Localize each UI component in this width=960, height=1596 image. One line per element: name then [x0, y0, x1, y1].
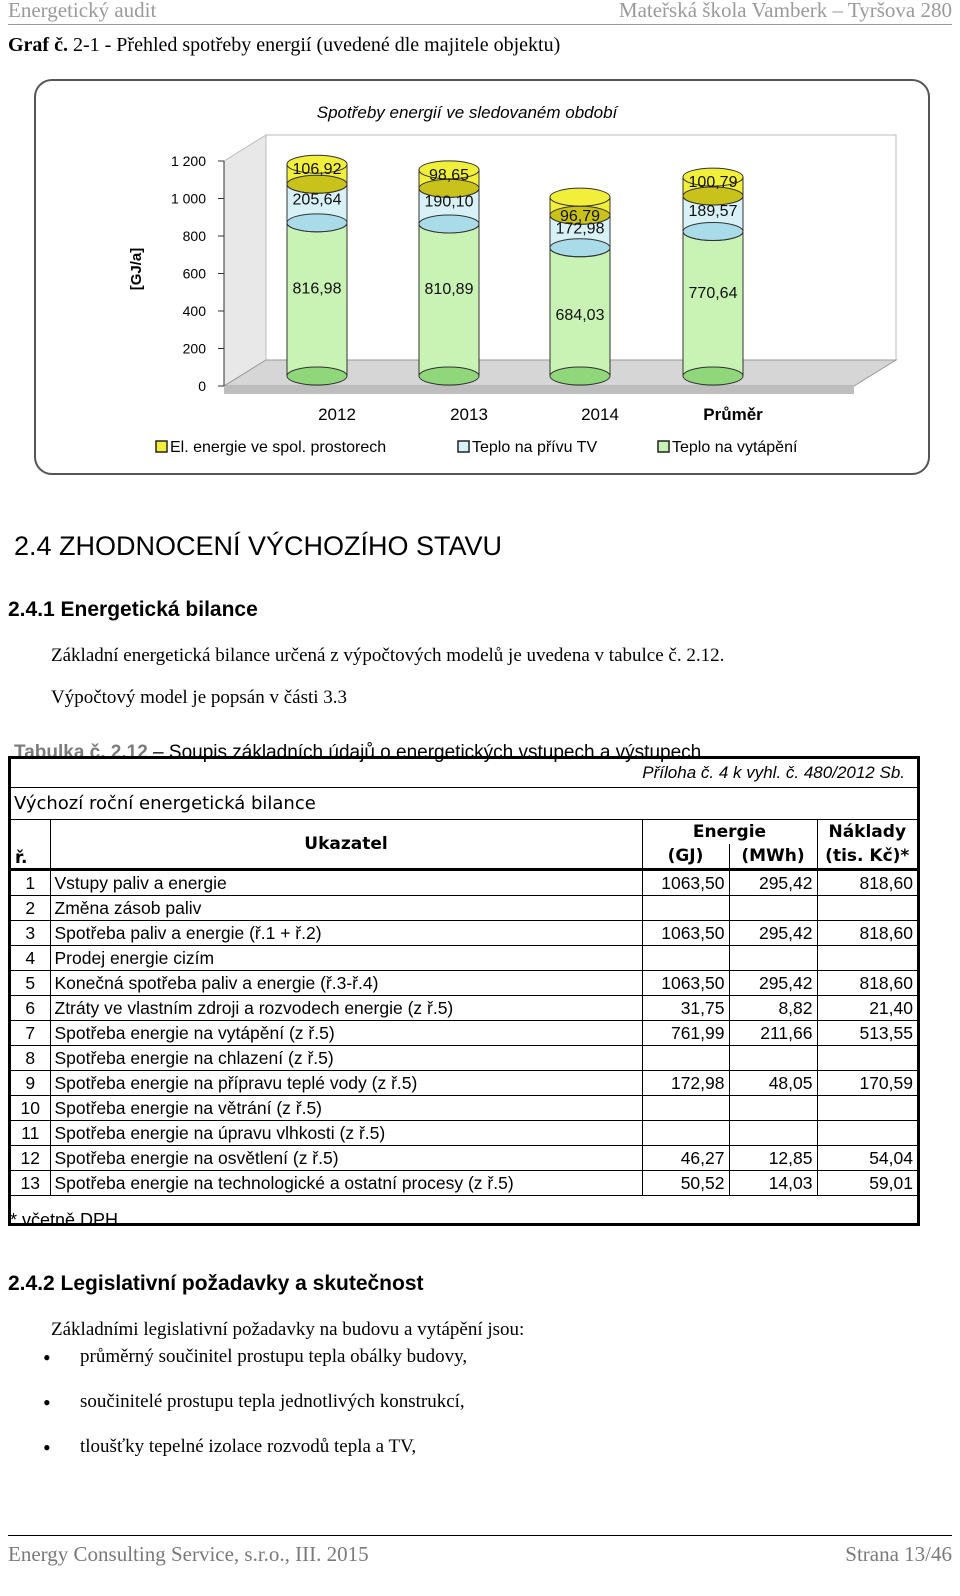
legend-label: Teplo na vytápění	[672, 439, 798, 456]
row-number: 3	[11, 921, 50, 946]
header-right: Mateřská škola Vamberk – Tyršova 280	[618, 0, 952, 22]
header-row-number: ř.	[11, 820, 50, 870]
row-indicator: Změna zásob paliv	[50, 896, 642, 921]
row-mwh: 12,85	[729, 1146, 817, 1171]
data-label: 770,64	[688, 284, 738, 302]
row-mwh	[729, 896, 817, 921]
row-cost: 818,60	[817, 971, 917, 996]
table-row	[11, 1121, 917, 1146]
row-indicator: Spotřeba paliv a energie (ř.1 + ř.2)	[50, 921, 642, 946]
row-mwh	[729, 1096, 817, 1121]
row-mwh: 14,03	[729, 1171, 817, 1196]
list-item: • tloušťky tepelné izolace rozvodů tepla a TV,	[50, 1436, 467, 1481]
row-gj: 1063,50	[642, 921, 729, 946]
table-row	[11, 1146, 917, 1171]
header-mwh: (MWh)	[729, 844, 817, 870]
bar-segment-base	[419, 367, 479, 385]
y-tick-label: 1 200	[170, 153, 206, 169]
row-gj: 172,98	[642, 1071, 729, 1096]
legend-swatch	[156, 441, 167, 452]
graph-title-text: 2-1 - Přehled spotřeby energií (uvedené dle majitele objektu)	[72, 34, 561, 56]
data-label: 816,98	[292, 280, 342, 298]
row-mwh: 211,66	[729, 1021, 817, 1046]
table-row	[11, 870, 917, 896]
row-number: 11	[11, 1121, 50, 1146]
table-row	[11, 1071, 917, 1096]
row-mwh: 295,42	[729, 921, 817, 946]
row-number: 5	[11, 971, 50, 996]
legend-label: Teplo na přívu TV	[472, 439, 598, 456]
page-header	[8, 0, 952, 25]
stacked-bar-chart	[36, 81, 928, 473]
legend-swatch	[658, 441, 669, 452]
row-gj: 50,52	[642, 1171, 729, 1196]
bar-top-cap	[550, 188, 610, 206]
data-label: 190,10	[424, 193, 474, 211]
row-mwh	[729, 946, 817, 971]
bar-segment-base	[287, 367, 347, 385]
x-tick-label: 2014	[581, 405, 619, 424]
table-row	[11, 1171, 917, 1196]
row-number: 8	[11, 1046, 50, 1071]
x-tick-label: 2012	[318, 405, 356, 424]
chart-title: Spotřeby energií ve sledovaném období	[316, 103, 618, 122]
table-attachment-note: Příloha č. 4 k vyhl. č. 480/2012 Sb.	[642, 763, 905, 782]
row-gj: 1063,50	[642, 870, 729, 896]
list-item: • průměrný součinitel prostupu tepla obálky budovy,	[50, 1346, 467, 1391]
row-gj	[642, 946, 729, 971]
row-number: 12	[11, 1146, 50, 1171]
bar-segment	[419, 224, 479, 376]
y-tick-label: 800	[182, 228, 206, 244]
row-gj	[642, 1096, 729, 1121]
row-number: 4	[11, 946, 50, 971]
row-number: 10	[11, 1096, 50, 1121]
row-cost: 818,60	[817, 870, 917, 896]
row-gj: 761,99	[642, 1021, 729, 1046]
bar-segment	[287, 223, 347, 376]
row-gj: 31,75	[642, 996, 729, 1021]
legend-label: El. energie ve spol. prostorech	[170, 439, 387, 456]
row-indicator: Spotřeba energie na technologické a ostatní procesy (z ř.5)	[50, 1171, 642, 1196]
row-cost	[817, 1121, 917, 1146]
chart-side-wall	[224, 135, 266, 386]
table-row	[11, 921, 917, 946]
row-mwh	[729, 1121, 817, 1146]
row-cost: 54,04	[817, 1146, 917, 1171]
requirements-list	[50, 1346, 467, 1481]
legend-swatch	[458, 441, 469, 452]
table-label: Tabulka č. 2.12	[14, 742, 148, 763]
bar-segment	[683, 232, 743, 376]
balance-table-box	[8, 756, 920, 1226]
y-tick-label: 0	[198, 378, 206, 394]
y-tick-label: 1 000	[170, 190, 206, 207]
y-axis-label: [GJ/a]	[128, 247, 145, 291]
y-tick-label: 400	[182, 303, 206, 319]
y-tick-label: 600	[182, 265, 206, 282]
row-cost: 21,40	[817, 996, 917, 1021]
row-cost: 170,59	[817, 1071, 917, 1096]
row-number: 9	[11, 1071, 50, 1096]
data-label: 100,79	[688, 174, 738, 192]
data-label: 205,64	[292, 191, 342, 209]
row-number: 13	[11, 1171, 50, 1196]
paragraph-balance: Základní energetická bilance určená z výpočtových modelů je uvedena v tabulce č. 2.12.	[51, 645, 725, 666]
row-mwh	[729, 1046, 817, 1071]
table-row	[11, 1046, 917, 1071]
row-gj	[642, 896, 729, 921]
row-gj	[642, 1121, 729, 1146]
energy-balance-table	[11, 819, 917, 1196]
data-label: 96,79	[559, 208, 601, 226]
header-tis-kc: (tis. Kč)*	[817, 844, 917, 870]
row-indicator: Spotřeba energie na úpravu vlhkosti (z ř.5)	[50, 1121, 642, 1146]
row-mwh: 295,42	[729, 971, 817, 996]
row-indicator: Spotřeba energie na osvětlení (z ř.5)	[50, 1146, 642, 1171]
page-footer	[8, 1535, 952, 1566]
bar-segment-base	[683, 367, 743, 385]
row-indicator: Ztráty ve vlastním zdroji a rozvodech energie (z ř.5)	[50, 996, 642, 1021]
table-caption: Výchozí roční energetická bilance	[14, 793, 316, 814]
header-left: Energetický audit	[8, 0, 157, 22]
table-row	[11, 946, 917, 971]
bar-segment-base	[550, 367, 610, 385]
row-cost: 818,60	[817, 921, 917, 946]
row-cost	[817, 1096, 917, 1121]
row-indicator: Prodej energie cizím	[50, 946, 642, 971]
header-costs: Náklady	[817, 820, 917, 845]
data-label: 106,92	[292, 161, 342, 179]
row-gj: 1063,50	[642, 971, 729, 996]
row-indicator: Spotřeba energie na vytápění (z ř.5)	[50, 1021, 642, 1046]
table-row	[11, 1021, 917, 1046]
table-title-text: – Soupis základních údajů o energetických vstupech a výstupech	[147, 742, 702, 763]
row-cost: 59,01	[817, 1171, 917, 1196]
data-label: 98,65	[428, 166, 470, 184]
row-number: 6	[11, 996, 50, 1021]
row-gj	[642, 1046, 729, 1071]
x-tick-label: Průměr	[703, 405, 763, 424]
row-number: 2	[11, 896, 50, 921]
graph-title	[8, 34, 560, 57]
data-label: 810,89	[424, 280, 474, 298]
y-tick-label: 200	[182, 340, 206, 357]
row-number: 7	[11, 1021, 50, 1046]
row-mwh: 48,05	[729, 1071, 817, 1096]
row-cost	[817, 1046, 917, 1071]
subsection-heading-energy-balance: 2.4.1 Energetická bilance	[8, 598, 258, 621]
row-indicator: Konečná spotřeba paliv a energie (ř.3-ř.4)	[50, 971, 642, 996]
row-number: 1	[11, 870, 50, 896]
row-mwh: 295,42	[729, 870, 817, 896]
table-divider	[11, 787, 917, 788]
row-cost	[817, 896, 917, 921]
table-footnote: * včetně DPH	[10, 1210, 119, 1230]
x-tick-label: 2013	[450, 405, 488, 424]
data-label: 172,98	[555, 220, 605, 238]
graph-title-label: Graf č.	[8, 34, 68, 56]
table-row	[11, 996, 917, 1021]
table-row	[11, 896, 917, 921]
header-gj: (GJ)	[642, 844, 729, 870]
section-heading: 2.4 ZHODNOCENÍ VÝCHOZÍHO STAVU	[14, 531, 503, 561]
chart-floor-edge	[224, 386, 854, 394]
data-label: 189,57	[688, 202, 738, 220]
row-indicator: Vstupy paliv a energie	[50, 870, 642, 896]
footer-right: Strana 13/46	[845, 1542, 952, 1566]
subsection-heading-legislation: 2.4.2 Legislativní požadavky a skutečnost	[8, 1272, 424, 1295]
chart-frame	[34, 79, 930, 475]
row-indicator: Spotřeba energie na chlazení (z ř.5)	[50, 1046, 642, 1071]
row-gj: 46,27	[642, 1146, 729, 1171]
row-cost: 513,55	[817, 1021, 917, 1046]
table-row	[11, 971, 917, 996]
list-item: • součinitelé prostupu tepla jednotlivých konstrukcí,	[50, 1391, 467, 1436]
row-mwh: 8,82	[729, 996, 817, 1021]
row-cost	[817, 946, 917, 971]
table-row	[11, 1096, 917, 1121]
header-indicator: Ukazatel	[50, 820, 642, 870]
paragraph-model: Výpočtový model je popsán v části 3.3	[51, 687, 348, 708]
row-indicator: Spotřeba energie na větrání (z ř.5)	[50, 1096, 642, 1121]
header-energy: Energie	[642, 820, 817, 845]
paragraph-legislation: Základními legislativní požadavky na budovu a vytápění jsou:	[51, 1319, 525, 1340]
row-indicator: Spotřeba energie na přípravu teplé vody (z ř.5)	[50, 1071, 642, 1096]
footer-left: Energy Consulting Service, s.r.o., III. 2015	[8, 1542, 369, 1566]
data-label: 684,03	[555, 306, 605, 324]
